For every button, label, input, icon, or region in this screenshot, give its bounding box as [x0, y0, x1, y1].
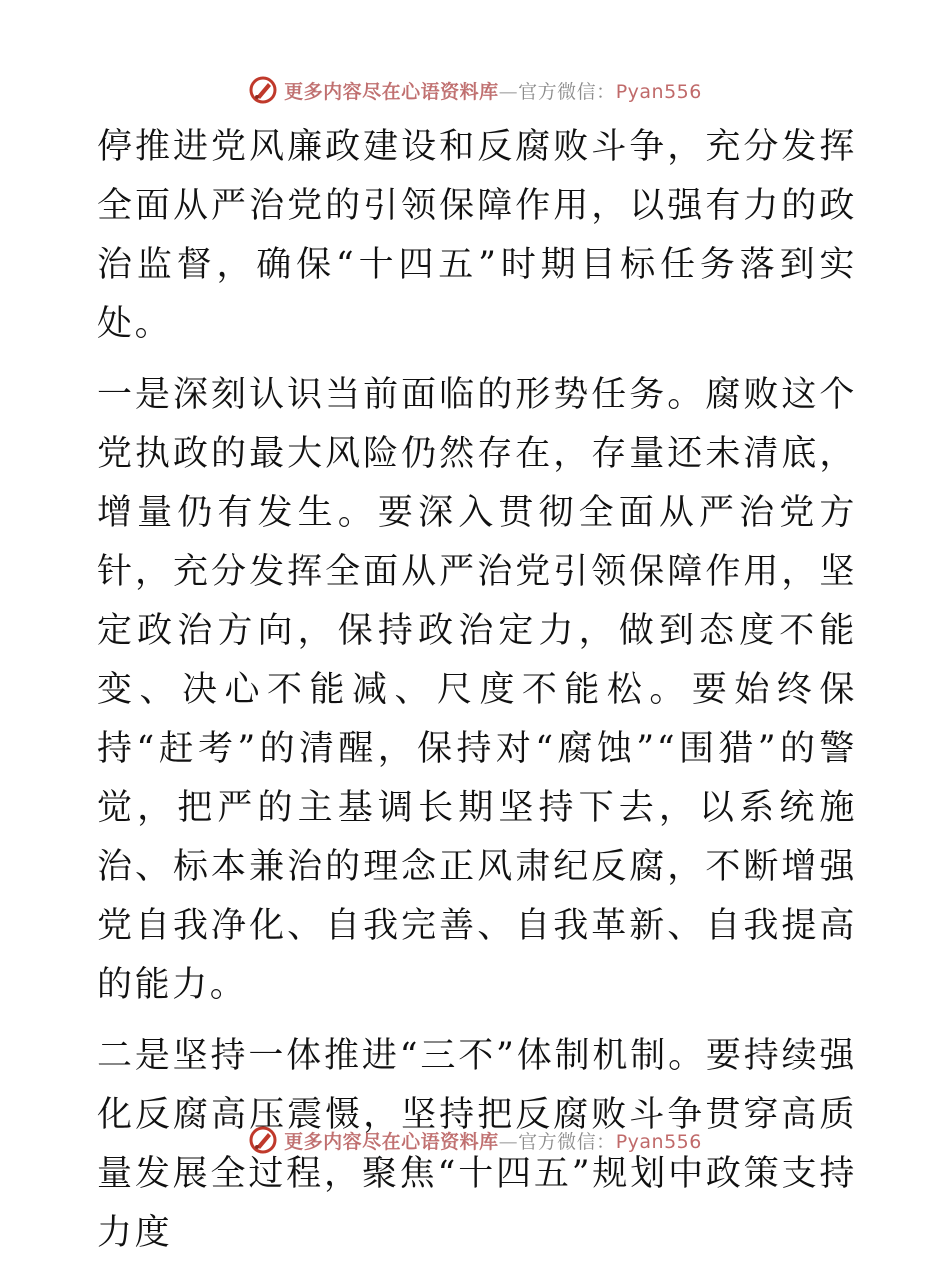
footer-watermark	[0, 1122, 950, 1158]
watermark-prefix: 更多内容尽在心语资料库	[284, 1130, 499, 1153]
watermark-label: 官方微信：	[518, 80, 616, 103]
watermark-dash: —	[498, 1130, 519, 1153]
header-watermark	[0, 72, 950, 108]
paragraph: 停推进党风廉政建设和反腐败斗争，充分发挥全面从严治党的引领保障作用，以强有力的政治监督，确保“十四五”时期目标任务落到实处。	[97, 127, 857, 344]
watermark-prefix: 更多内容尽在心语资料库	[284, 80, 499, 103]
logo-icon	[248, 75, 278, 105]
watermark-wechat-id: Pyan556	[615, 1130, 702, 1153]
watermark-dash: —	[498, 80, 519, 103]
paragraph: 一是深刻认识当前面临的形势任务。腐败这个党执政的最大风险仍然存在，存量还未清底，增量仍有发生。要深入贯彻全面从严治党方针，充分发挥全面从严治党引领保障作用，坚定政治方向，保持政治定力，做到态度不能变、决心不能减、尺度不能松。要始终保持“赶考”的清醒，保持对“腐蚀”“围猎”的警觉，把严的主基调长期坚持下去，以系统施治、标本兼治的理念正风肃纪反腐，不断增强党自我净化、自我完善、自我革新、自我提高的能力。	[97, 375, 857, 1005]
watermark-wechat-id: Pyan556	[615, 80, 702, 103]
watermark-text	[284, 1127, 702, 1154]
document-body	[97, 118, 857, 1263]
paragraph: 二是坚持一体推进“三不”体制机制。要持续强化反腐高压震慑，坚持把反腐败斗争贯穿高质量发展全过程，聚焦“十四五”规划中政策支持力度	[97, 1036, 857, 1253]
logo-icon	[248, 1125, 278, 1155]
watermark-text	[284, 77, 702, 104]
watermark-label: 官方微信：	[518, 1130, 616, 1153]
